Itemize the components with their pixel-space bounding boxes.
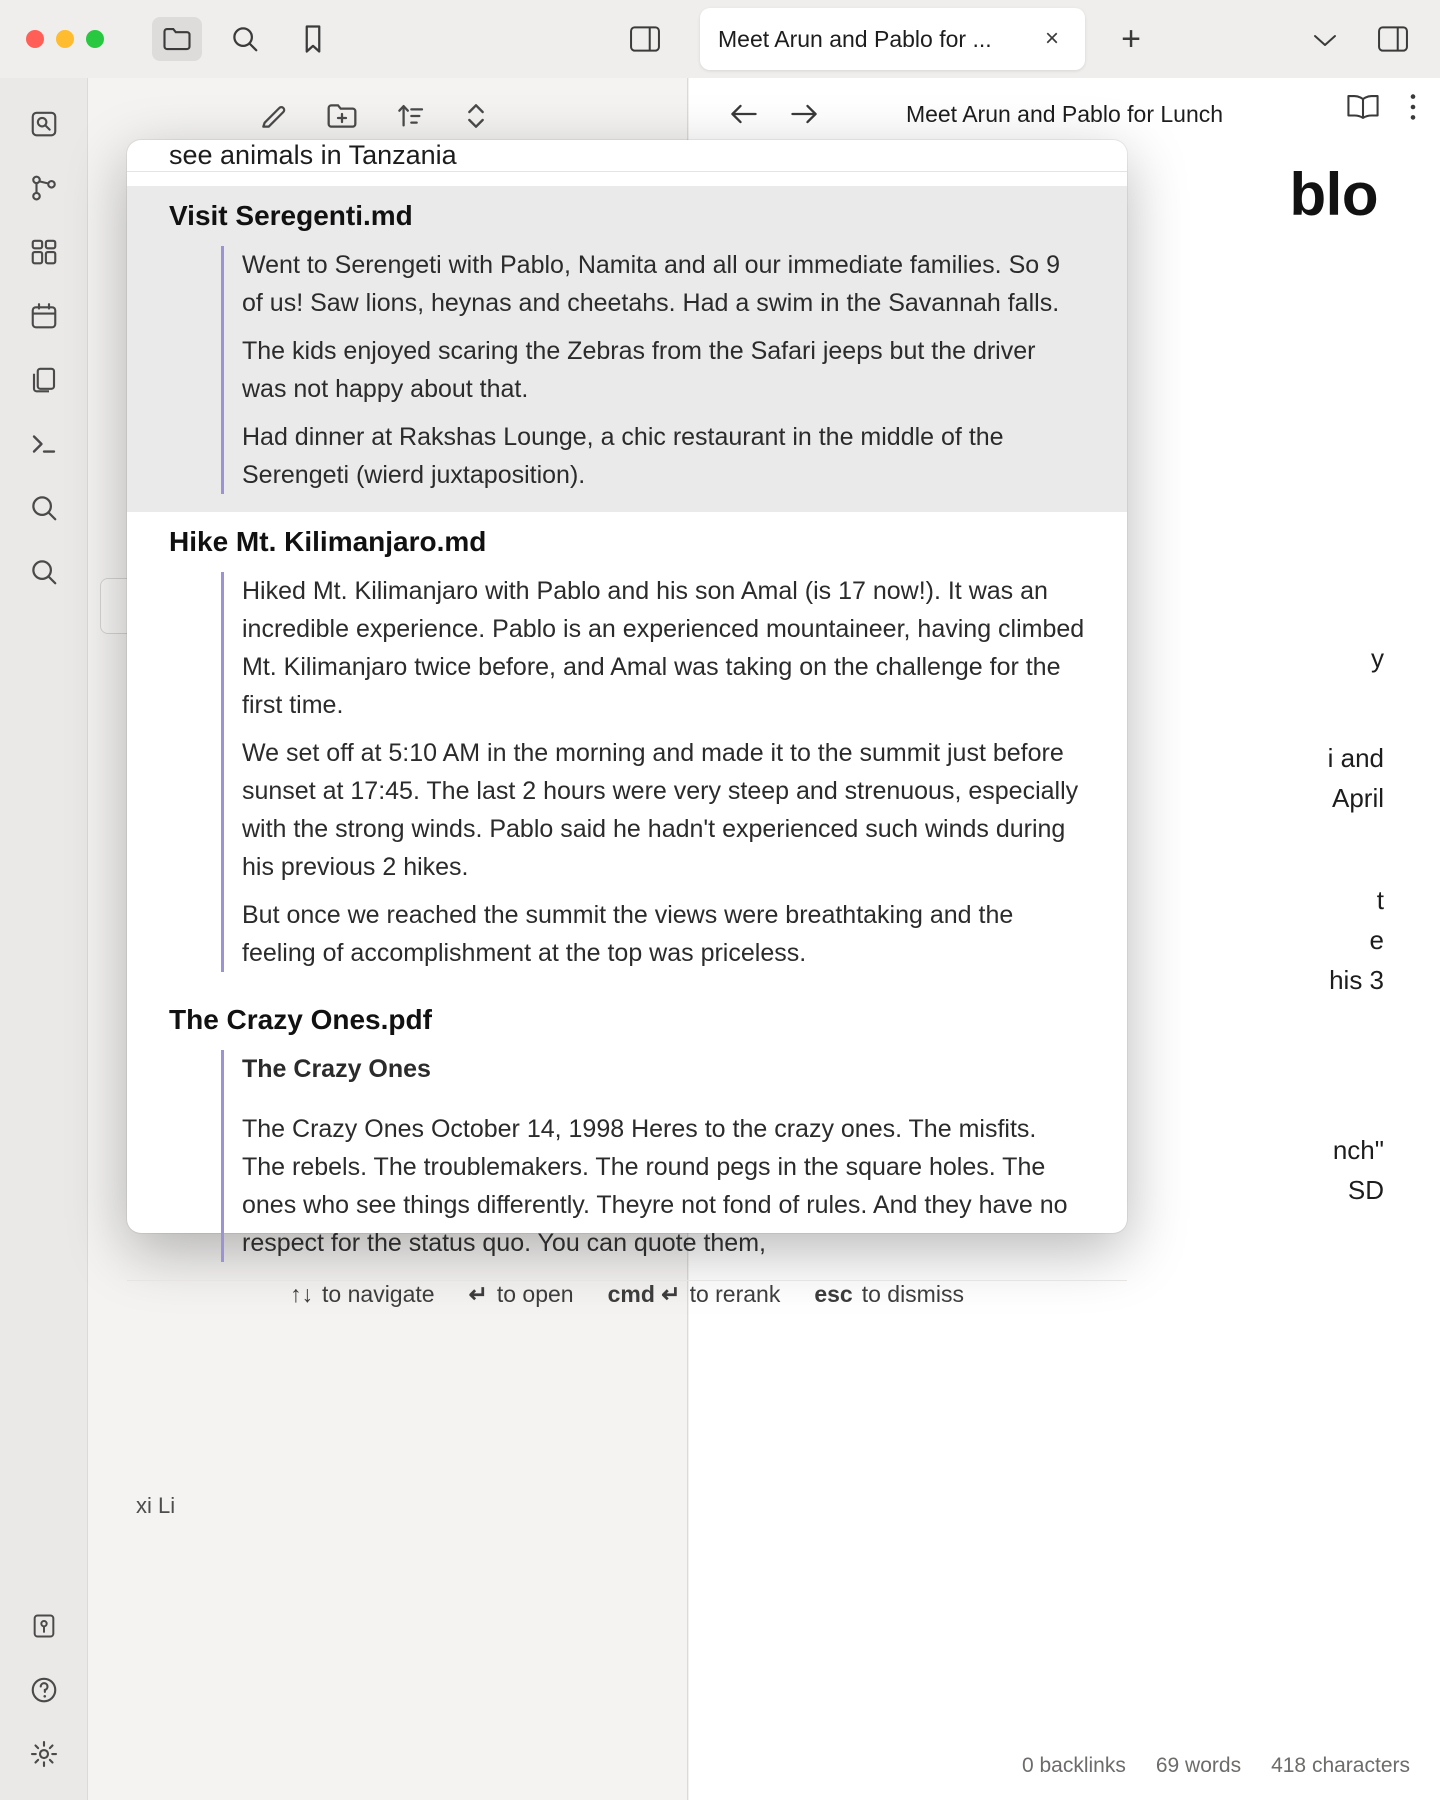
status-bar [1022,1754,1410,1778]
new-tab-button[interactable]: + [1121,20,1141,58]
result-paragraph: The Crazy Ones October 14, 1998 Heres to the crazy ones. The misfits. The rebels. The troublemakers. The round pegs in the square holes. The ones who see things differently. Theyre not fond of rules. And they have no respect for the status quo. You can quote them, [242,1115,1068,1257]
hint-label: to open [496,1281,574,1307]
tab-label: Meet Arun and Pablo for ... [718,25,992,52]
file-pane-footer-label: xi Li [136,1493,176,1518]
left-rail [0,78,88,1800]
hint-navigate [290,1281,435,1308]
sort-icon[interactable] [394,101,426,131]
title-bar [0,0,1440,78]
new-folder-icon[interactable] [326,101,358,131]
close-window-button[interactable] [26,30,44,48]
search-icon[interactable] [220,17,270,61]
result-paragraph: Went to Serengeti with Pablo, Namita and all our immediate families. So 9 of us! Saw lions, heynas and cheetahs. Had a swim in the Savannah falls. [242,251,1060,317]
document-line: nch" [1332,1135,1384,1165]
result-paragraph: Hiked Mt. Kilimanjaro with Pablo and his son Amal (is 17 now!). It was an incredible experience. Pablo is an experienced mountaineer, having climbed Mt. Kilimanjaro twice before, and Amal was taking on the challenge for the first time. [242,577,1085,719]
result-title: Visit Seregenti.md [169,200,413,231]
character-count: 418 characters [1271,1754,1410,1777]
search-result-item[interactable] [127,512,1127,990]
search-alt-icon[interactable] [0,540,88,604]
back-icon[interactable] [729,101,759,127]
zoom-window-button[interactable] [86,30,104,48]
hint-label: to rerank [689,1281,781,1307]
hint-open [469,1281,574,1308]
search-results-list [127,172,1127,1280]
files-icon[interactable] [0,348,88,412]
result-snippet [221,1050,1085,1262]
result-title: Hike Mt. Kilimanjaro.md [169,526,487,557]
editor-header-actions [1346,92,1418,122]
result-paragraph: The kids enjoyed scaring the Zebras from the Safari jeeps but the driver was not happy about that. [242,337,1036,403]
result-paragraph: The Crazy Ones [242,1055,431,1083]
hint-dismiss [814,1281,964,1308]
hint-key: cmd ↵ [607,1281,681,1307]
tab-strip [700,8,1151,70]
hint-key: ↵ [468,1281,488,1307]
hint-label: to dismiss [861,1281,964,1307]
terminal-icon[interactable] [0,412,88,476]
result-title: The Crazy Ones.pdf [169,1004,432,1035]
editor-title: Meet Arun and Pablo for Lunch [905,100,1224,127]
file-pane-toolbar [88,78,687,132]
close-icon[interactable]: × [1044,25,1059,52]
hint-label: to navigate [322,1281,435,1307]
more-options-icon[interactable] [1408,92,1418,122]
calendar-icon[interactable] [0,284,88,348]
search-overlay-footer [127,1280,1127,1308]
traffic-lights [26,30,104,48]
hint-key: esc [814,1281,853,1307]
chevron-down-icon[interactable] [1305,20,1345,60]
search-result-item[interactable] [127,186,1127,512]
editor-nav [729,101,819,127]
help-icon[interactable] [0,1658,88,1722]
document-line: SD [1347,1175,1384,1205]
document-line: i and [1327,743,1384,773]
document-line: t [1376,885,1384,915]
word-count: 69 words [1155,1754,1242,1777]
hint-rerank [608,1281,781,1308]
graph-icon[interactable] [0,156,88,220]
reading-view-icon[interactable] [1346,93,1380,121]
dashboard-icon[interactable] [0,220,88,284]
backlinks-count[interactable]: 0 backlinks [1021,1754,1126,1777]
forward-icon[interactable] [789,101,819,127]
new-note-icon[interactable] [258,100,290,132]
window-toolbar [152,17,338,61]
sidebar-right-icon[interactable] [622,17,668,61]
document-line: y [1371,643,1384,673]
result-paragraph: But once we reached the summit the views were breathtaking and the feeling of accomplishment at the top was priceless. [242,901,1014,967]
left-rail-bottom [0,1594,88,1786]
collapse-icon[interactable] [462,100,490,132]
folder-icon[interactable] [152,17,202,61]
search-result-item[interactable] [127,990,1127,1280]
search-icon[interactable] [0,476,88,540]
tab-meet-arun-and-pablo[interactable] [700,8,1085,70]
document-line: e [1369,925,1384,955]
result-paragraph: We set off at 5:10 AM in the morning and made it to the summit just before sunset at 17:45. The last 2 hours were very steep and strenuous, especially with the strong winds. Pablo said he hadn't experienced such winds during his previous 2 hikes. [242,739,1079,881]
pin-icon[interactable] [0,1594,88,1658]
result-snippet [221,572,1085,972]
file-search-icon[interactable] [0,92,88,156]
result-paragraph: Had dinner at Rakshas Lounge, a chic restaurant in the middle of the Serengeti (wierd juxtaposition). [242,423,1004,489]
settings-icon[interactable] [0,1722,88,1786]
document-line: April [1331,783,1384,813]
hint-key: ↑↓ [290,1281,314,1307]
document-line: his 3 [1329,965,1384,995]
toggle-right-sidebar-icon[interactable] [1370,16,1416,62]
search-input[interactable]: see animals in Tanzania [127,140,1127,172]
search-overlay [127,140,1127,1307]
bookmark-icon[interactable] [288,17,338,61]
minimize-window-button[interactable] [56,30,74,48]
document-title: blo [1289,161,1378,228]
result-snippet [221,246,1085,494]
